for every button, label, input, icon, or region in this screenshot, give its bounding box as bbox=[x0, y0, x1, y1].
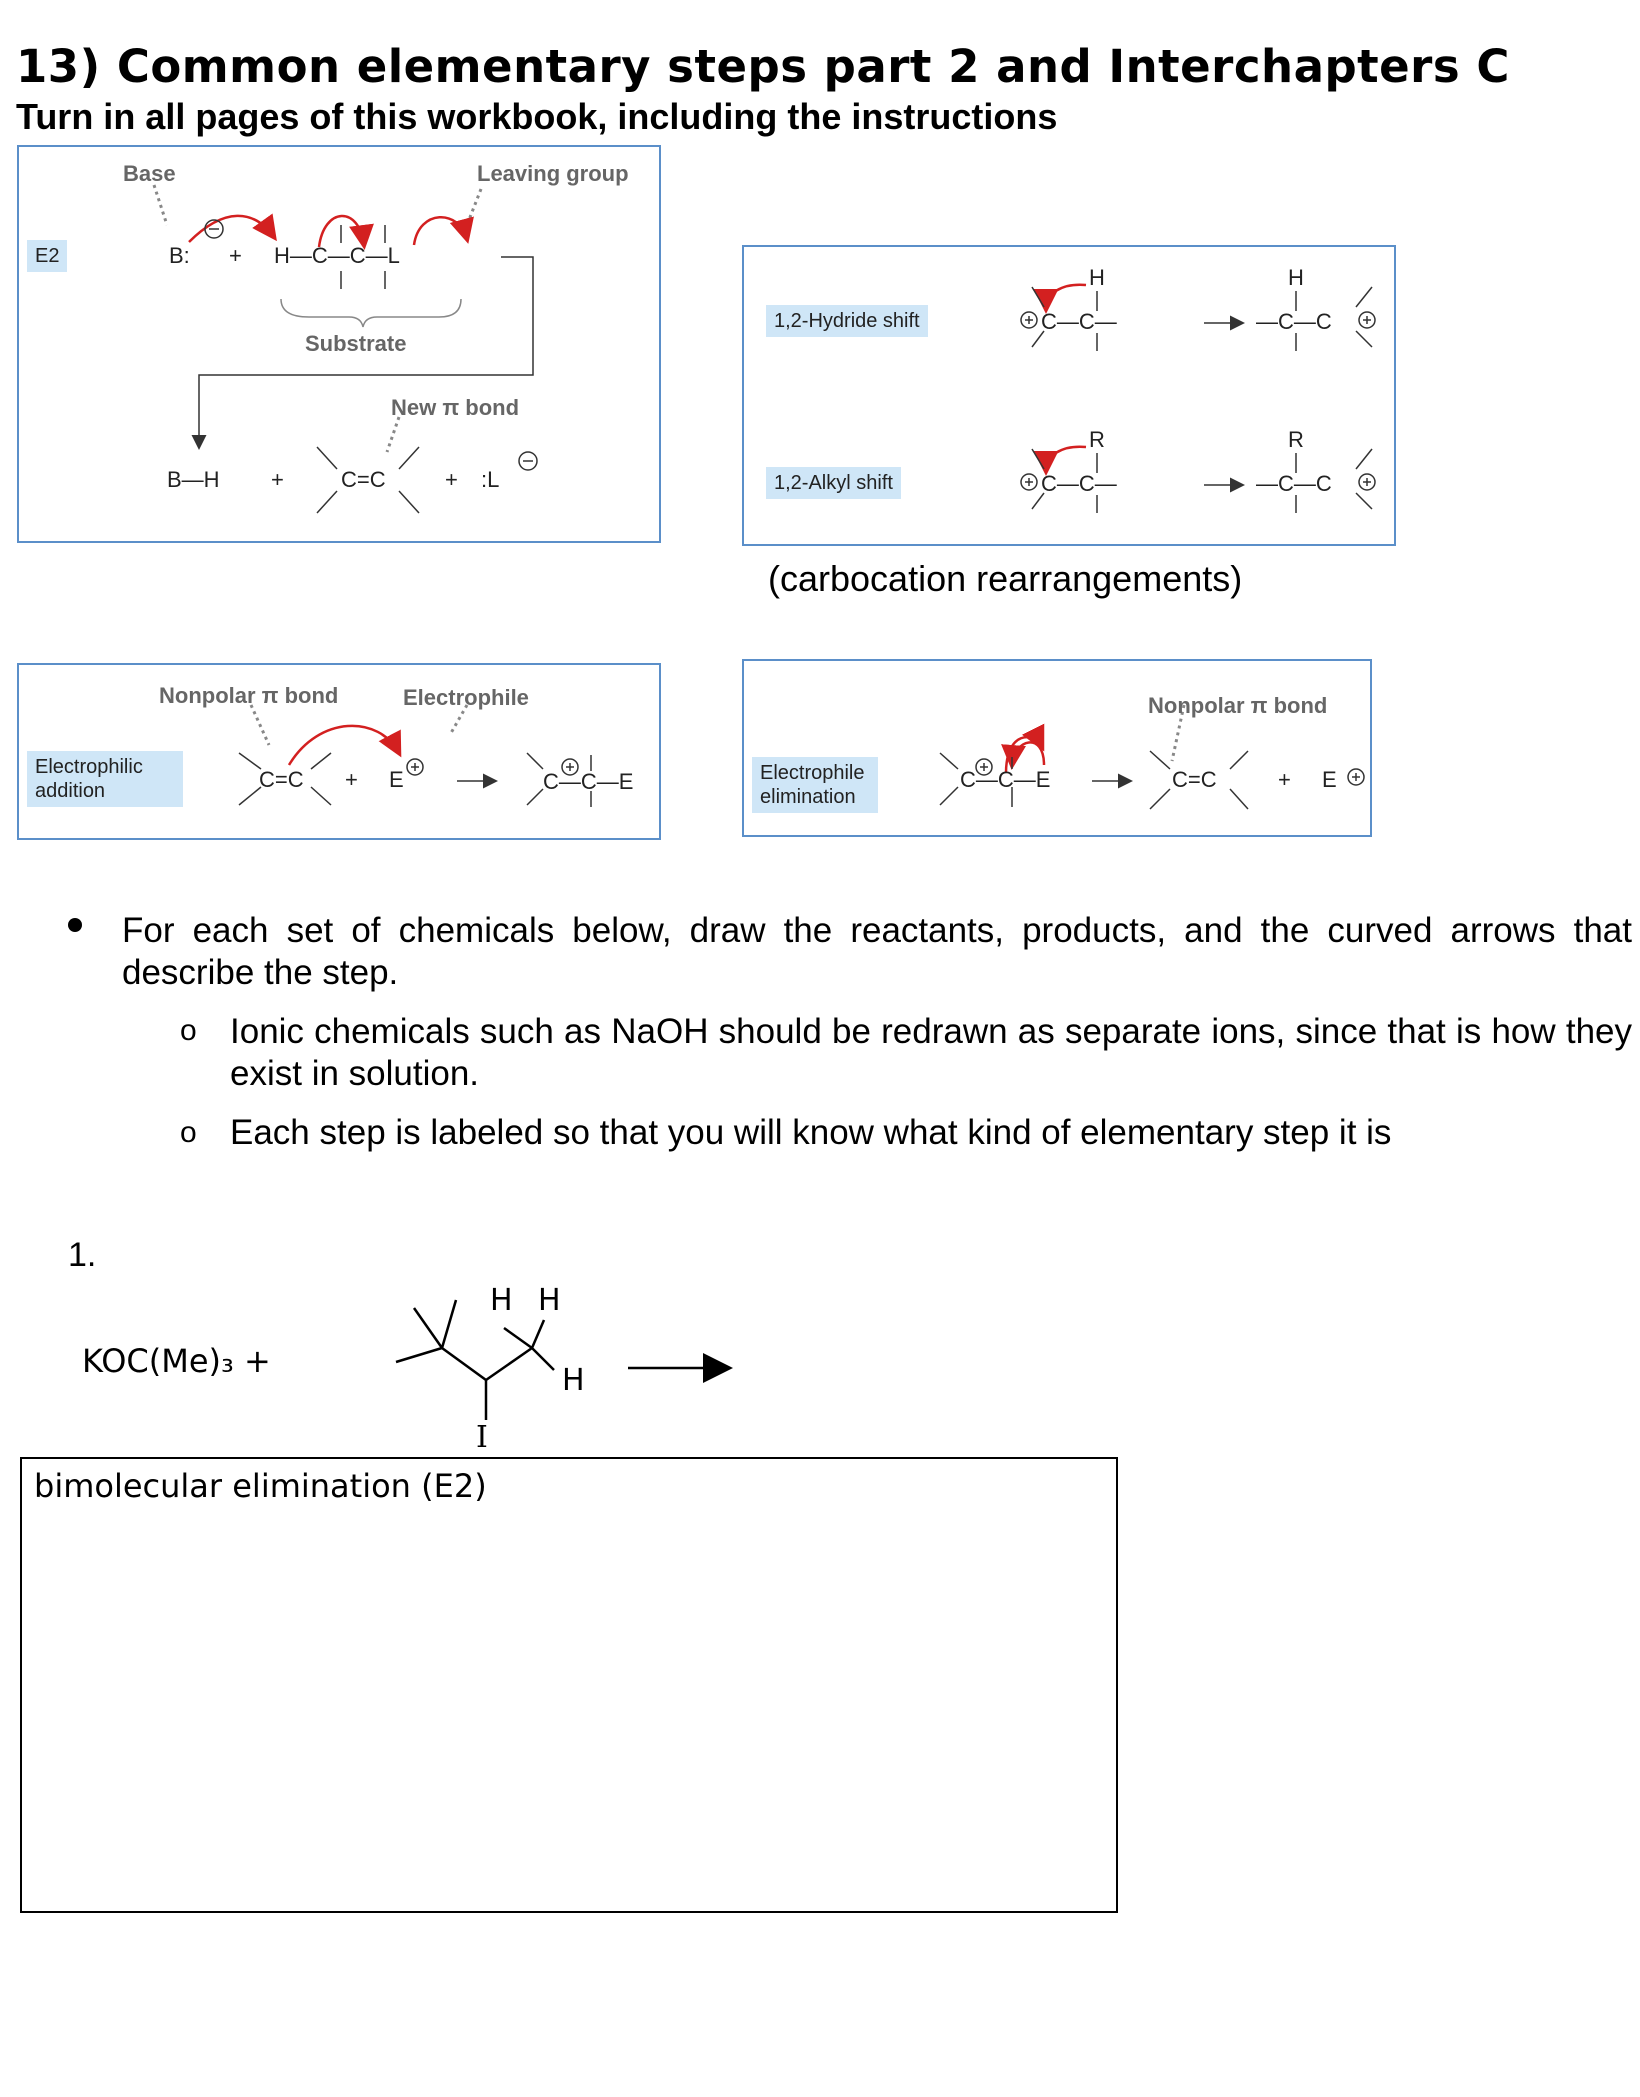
plus-sign: + bbox=[229, 243, 242, 268]
answer-box-label: bimolecular elimination (E2) bbox=[34, 1467, 487, 1505]
base-pointer bbox=[154, 185, 167, 225]
rearrangement-diagram bbox=[744, 247, 1394, 544]
plus-sign: + bbox=[271, 467, 284, 492]
cation-formula: C—C— bbox=[1041, 471, 1117, 496]
substrate-brace bbox=[281, 299, 461, 327]
substrate-skeletal-structure bbox=[380, 1280, 760, 1450]
substrate-formula: H—C—C—L bbox=[274, 243, 400, 268]
curved-arrow-addition bbox=[289, 726, 399, 765]
curved-arrow-alkyl bbox=[1046, 447, 1086, 471]
curved-arrow-base bbox=[189, 216, 274, 242]
product-leaving-group: :L bbox=[481, 467, 500, 492]
instruction-bullet: For each set of chemicals below, draw the reactants, products, and the curved arrows that describe the step. bbox=[122, 911, 1632, 992]
leaving-group-label: Leaving group bbox=[477, 161, 629, 186]
page-subtitle: Turn in all pages of this workbook, including the instructions bbox=[16, 96, 1058, 137]
instruction-sub-2: Each step is labeled so that you will know what kind of elementary step it is bbox=[230, 1113, 1392, 1152]
cation-formula: —C—C bbox=[1256, 309, 1332, 334]
tag-hydride-shift: 1,2-Hydride shift bbox=[766, 305, 928, 337]
alkyl-label: R bbox=[1089, 427, 1105, 452]
nonpolar-pi-bond-label: Nonpolar π bond bbox=[159, 683, 339, 708]
hydrogen-label: H bbox=[1089, 265, 1105, 290]
reagent-formula: KOC(Me)₃ + bbox=[82, 1342, 271, 1380]
tag-electrophilic-addition: Electrophilic addition bbox=[27, 751, 183, 807]
sub-bullet-icon: o bbox=[180, 1014, 197, 1047]
plus-sign: + bbox=[1278, 767, 1291, 792]
nonpolar-pi-bond-label: Nonpolar π bond bbox=[1148, 693, 1328, 718]
e2-panel bbox=[17, 145, 661, 543]
elimination-reactant: C—C—E bbox=[960, 767, 1051, 792]
new-pi-bond-label: New π bond bbox=[391, 395, 520, 420]
new-pi-pointer bbox=[387, 417, 399, 452]
tag-alkyl-shift: 1,2-Alkyl shift bbox=[766, 467, 901, 499]
iodine-label: I bbox=[476, 1420, 488, 1450]
tag-e2: E2 bbox=[27, 240, 67, 272]
plus-sign: + bbox=[445, 467, 458, 492]
product-alkene: C=C bbox=[341, 467, 386, 492]
page-title: 13) Common elementary steps part 2 and Interchapters C bbox=[16, 40, 1510, 93]
leaving-group-pointer bbox=[467, 189, 481, 225]
electrophile-label: Electrophile bbox=[403, 685, 529, 710]
substrate-label: Substrate bbox=[305, 331, 407, 356]
alkyl-label: R bbox=[1288, 427, 1304, 452]
addition-product: C—C—E bbox=[543, 769, 634, 794]
tag-electrophile-elimination: Electrophile elimination bbox=[752, 757, 878, 813]
bullet-icon bbox=[68, 918, 82, 932]
h-label-3: H bbox=[562, 1363, 585, 1398]
rearrangement-panel bbox=[742, 245, 1396, 546]
h-label-2: H bbox=[538, 1283, 561, 1318]
base-label: Base bbox=[123, 161, 176, 186]
problem-number: 1. bbox=[68, 1236, 97, 1274]
cation-formula: —C—C bbox=[1256, 471, 1332, 496]
rearrangement-caption: (carbocation rearrangements) bbox=[768, 558, 1243, 599]
cation-formula: C—C— bbox=[1041, 309, 1117, 334]
electrophile-reactant: E bbox=[389, 767, 404, 792]
answer-box[interactable] bbox=[20, 1457, 1118, 1913]
h-label-1: H bbox=[490, 1283, 513, 1318]
product-bh: B—H bbox=[167, 467, 220, 492]
curved-arrow-leaving bbox=[414, 217, 467, 245]
base-reactant: B: bbox=[169, 243, 190, 268]
electrophile-elimination-panel bbox=[742, 659, 1372, 837]
alkene-product: C=C bbox=[1172, 767, 1217, 792]
curved-arrow-hydride bbox=[1046, 285, 1086, 309]
sub-bullet-icon: o bbox=[180, 1116, 197, 1149]
instruction-sub-1: Ionic chemicals such as NaOH should be redrawn as separate ions, since that is how they exist in solution. bbox=[230, 1012, 1632, 1093]
hydrogen-label: H bbox=[1288, 265, 1304, 290]
curved-arrow-elimination-2 bbox=[1012, 742, 1044, 765]
plus-sign: + bbox=[345, 767, 358, 792]
alkene-reactant: C=C bbox=[259, 767, 304, 792]
electrophile-product: E bbox=[1322, 767, 1337, 792]
electrophilic-addition-panel bbox=[17, 663, 661, 840]
